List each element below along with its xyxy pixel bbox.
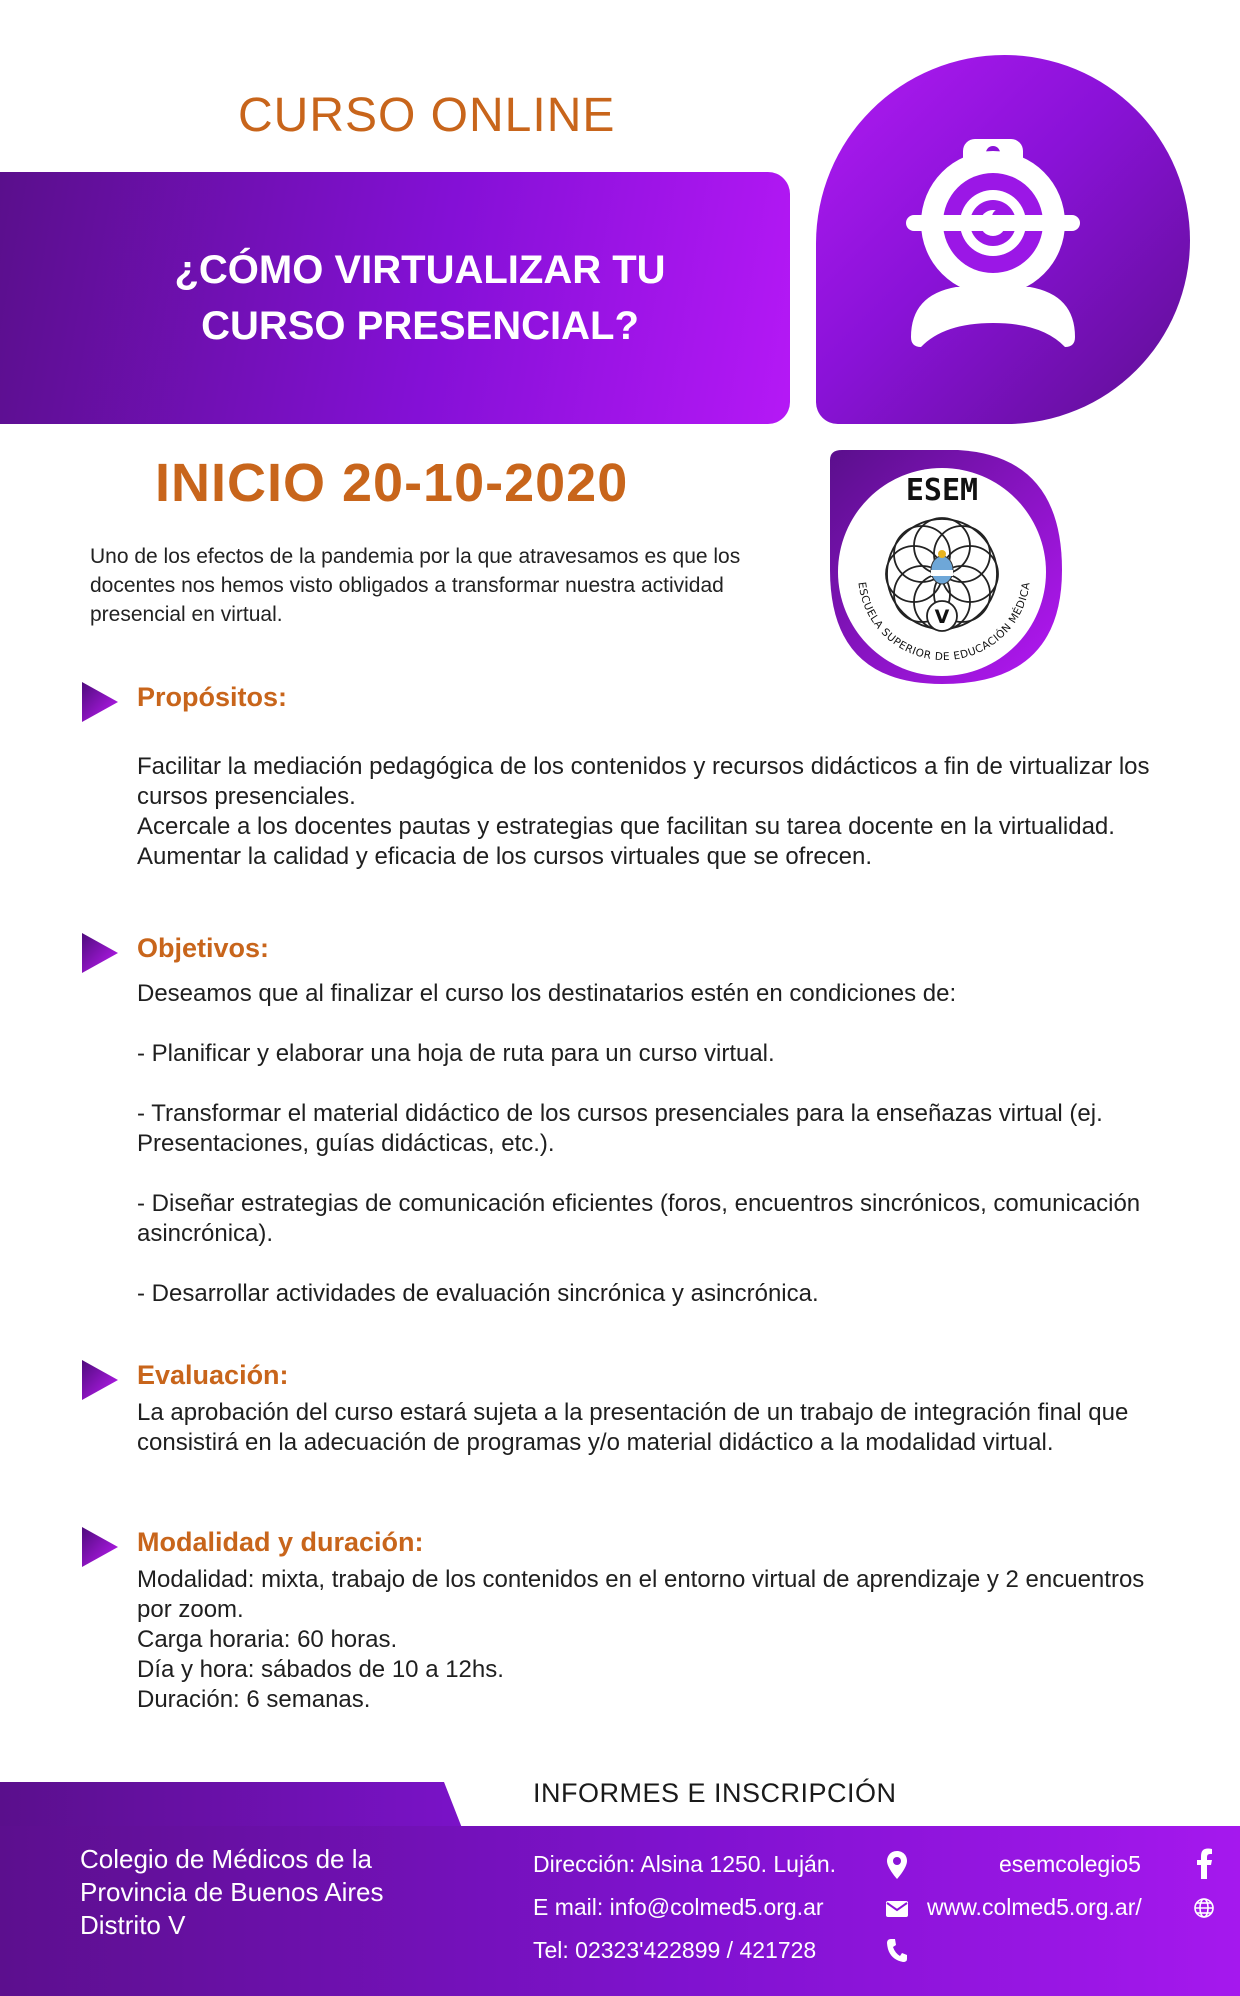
purpose-item: Facilitar la mediación pedagógica de los contenidos y recursos didácticos a fin de virtualizar los cursos presenciales.: [137, 753, 1157, 810]
start-date: INICIO 20-10-2020: [155, 453, 629, 513]
title-banner: [0, 172, 790, 424]
objective-item: - Diseñar estrategias de comunicación eficientes (foros, encuentros sincrónicos, comunicación asincrónica).: [137, 1190, 1147, 1247]
modality-item: Carga horaria: 60 horas.: [137, 1626, 398, 1653]
section-body: [137, 1565, 1160, 1715]
bullet-triangle-icon: [80, 680, 120, 724]
esem-logo: [818, 446, 1064, 688]
section-modality: [80, 1525, 1160, 1715]
objective-item: - Transformar el material didáctico de los cursos presenciales para la enseñazas virtual (ej. Presentaciones, guías didácticas, etc.).: [137, 1100, 1110, 1157]
bullet-triangle-icon: [80, 1358, 120, 1402]
course-title-line-2: CURSO PRESENCIAL?: [201, 304, 639, 348]
objective-item: - Desarrollar actividades de evaluación sincrónica y asincrónica.: [137, 1280, 819, 1307]
footer-tab: [0, 1782, 462, 1828]
organization-line: Distrito V: [80, 1910, 186, 1940]
organization-line: Colegio de Médicos de la: [80, 1844, 372, 1874]
mail-icon: [885, 1900, 909, 1918]
course-kicker: CURSO ONLINE: [238, 89, 616, 142]
section-body: [137, 979, 1160, 1309]
phone-icon: [886, 1937, 908, 1963]
webcam-panel: [816, 55, 1190, 424]
objective-item: Deseamos que al finalizar el curso los destinatarios estén en condiciones de:: [137, 980, 957, 1007]
location-pin-icon: [886, 1850, 908, 1880]
section-title: Evaluación:: [137, 1360, 289, 1390]
objective-item: - Planificar y elaborar una hoja de ruta para un curso virtual.: [137, 1040, 775, 1067]
section-title: Modalidad y duración:: [137, 1527, 424, 1557]
facebook-icon[interactable]: [1195, 1847, 1213, 1879]
modality-item: Día y hora: sábados de 10 a 12hs.: [137, 1656, 504, 1683]
organization-line: Provincia de Buenos Aires: [80, 1877, 384, 1907]
purpose-item: Acercale a los docentes pautas y estrategias que facilitan su tarea docente en la virtualidad.: [137, 813, 1115, 840]
course-title-line-1: ¿CÓMO VIRTUALIZAR TU: [174, 248, 666, 292]
logo-ring-text: ESCUELA SUPERIOR DE EDUCACIÓN MÉDICA: [855, 581, 1033, 664]
email-text[interactable]: E mail: info@colmed5.org.ar: [533, 1894, 824, 1920]
section-title: Propósitos:: [137, 682, 288, 712]
globe-icon: [1193, 1897, 1215, 1919]
section-evaluation: [80, 1358, 1160, 1458]
course-title: [0, 242, 840, 354]
modality-item: Modalidad: mixta, trabajo de los contenidos en el entorno virtual de aprendizaje y 2 encuentros por zoom.: [137, 1566, 1151, 1623]
facebook-handle[interactable]: esemcolegio5: [999, 1851, 1141, 1877]
evaluation-text: La aprobación del curso estará sujeta a la presentación de un trabajo de integración final que consistirá en la adecuación de programas y/o material didáctico a la modalidad virtual.: [137, 1399, 1136, 1456]
address-text: Dirección: Alsina 1250. Luján.: [533, 1851, 837, 1877]
intro-text: Uno de los efectos de la pandemia por la que atravesamos es que los docentes nos hemos visto obligados a transformar nuestra actividad presencial en virtual.: [90, 545, 741, 626]
logo-district: V: [934, 606, 950, 628]
logo-acronym: ESEM: [905, 473, 979, 508]
organization-name: [80, 1843, 480, 1942]
webcam-icon: [816, 55, 1190, 424]
section-objectives: [80, 931, 1160, 1309]
modality-item: Duración: 6 semanas.: [137, 1686, 371, 1713]
phone-text[interactable]: Tel: 02323'422899 / 421728: [533, 1937, 817, 1963]
footer-heading: INFORMES E INSCRIPCIÓN: [533, 1778, 897, 1808]
bullet-triangle-icon: [80, 931, 120, 975]
purpose-item: Aumentar la calidad y eficacia de los cursos virtuales que se ofrecen.: [137, 843, 873, 870]
bullet-triangle-icon: [80, 1525, 120, 1569]
section-title: Objetivos:: [137, 933, 270, 963]
section-body: [137, 1398, 1160, 1458]
website-link[interactable]: www.colmed5.org.ar/: [927, 1894, 1142, 1920]
section-purposes: [80, 680, 1160, 872]
section-body: [137, 752, 1160, 872]
